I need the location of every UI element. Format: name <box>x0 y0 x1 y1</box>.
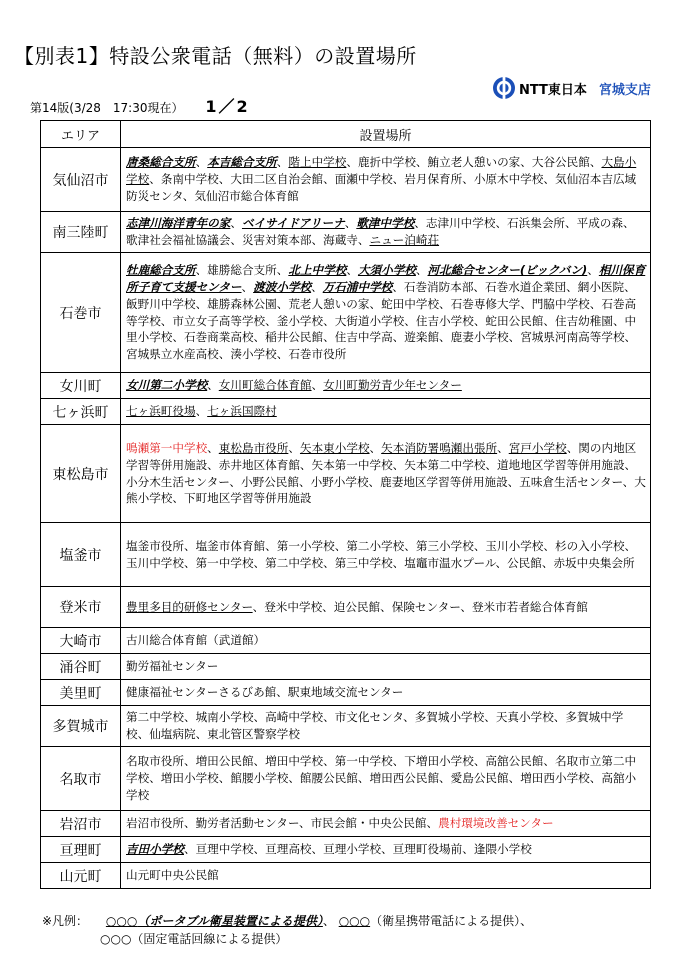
place-text: 豊里多目的研修センター <box>126 599 253 614</box>
page-title: 【別表1】特設公衆電話（無料）の設置場所 <box>14 44 417 68</box>
area-cell: 山元町 <box>41 863 121 889</box>
legend-row-2 <box>42 930 532 948</box>
area-cell: 気仙沼市 <box>41 148 121 212</box>
table-row <box>41 373 651 399</box>
place-text: 古川総合体育館（武道館） <box>126 633 266 648</box>
place-text: 女川第二小学校 <box>126 378 208 393</box>
place-text: 階上中学校 <box>288 155 347 170</box>
branch-name: 宮城支店 <box>598 82 651 98</box>
places-cell <box>121 680 651 706</box>
table-row <box>41 425 651 523</box>
area-cell: 塩釜市 <box>41 523 121 587</box>
place-text: 、亘理中学校、亘理高校、亘理小学校、亘理町役場前、逢隈小学校 <box>183 842 532 857</box>
place-text: 、 <box>344 216 357 231</box>
place-text: 、 <box>276 155 289 170</box>
place-text: 、 <box>230 216 242 231</box>
legend-fixed: （固定電話回線による提供） <box>131 932 288 946</box>
place-text: 万石浦中学校 <box>322 279 393 294</box>
place-text: 河北総合センター(ビックバン) <box>427 263 588 278</box>
place-text: 、 <box>241 279 254 294</box>
place-text: 、 <box>195 155 208 170</box>
area-cell: 南三陸町 <box>41 212 121 253</box>
table-row <box>41 148 651 212</box>
area-cell: 東松島市 <box>41 425 121 523</box>
place-text: 農村環境改善センター <box>438 816 554 831</box>
table-row <box>41 212 651 253</box>
places-cell <box>121 212 651 253</box>
place-text: 健康福祉センターさるびあ館、駅東地域交流センター <box>126 685 404 700</box>
logo-text: NTT東日本 <box>519 82 587 98</box>
place-text: 、 <box>369 440 382 455</box>
place-text: 名取市役所、増田公民館、増田中学校、第一中学校、下増田小学校、高舘公民館、名取市立第二中学校、増田小学校、館腰小学校、館腰公民館、増田西公民館、愛島公民館、増田西小学校、高舘小学校 <box>126 754 637 802</box>
area-cell: 石巻市 <box>41 253 121 373</box>
table-row <box>41 706 651 747</box>
header-area: エリア <box>41 121 121 148</box>
place-text: 矢本消防署鳴瀬出張所 <box>381 440 498 455</box>
place-text: 大島小学校 <box>126 155 637 187</box>
area-cell: 涌谷町 <box>41 654 121 680</box>
places-cell <box>121 425 651 523</box>
places-cell <box>121 837 651 863</box>
area-cell: 亘理町 <box>41 837 121 863</box>
place-text: 、 <box>311 279 323 294</box>
table-row <box>41 628 651 654</box>
area-cell: 岩沼市 <box>41 811 121 837</box>
places-cell <box>121 523 651 587</box>
place-text: 唐桑総合支所 <box>126 155 196 170</box>
legend-portable: （ポータブル衛星装置による提供） <box>137 914 323 928</box>
table-row <box>41 253 651 373</box>
area-cell: 美里町 <box>41 680 121 706</box>
place-text: 、石巻消防本部、石巻水道企業団、網小医院、飯野川中学校、雄勝森林公園、荒老人憩いの家、蛇田中学校、石巻専修大学、門脇中学校、石巻高等学校、市立女子高等学校、釜小学校、大街道小学校、住吉小学校、蛇田公民館、住吉幼稚園、中里小学校、石巻商業高校、稲井公民館、住吉中学高、遊楽館、鹿妻小学校、宮城県河南高等学校、宮城県立水産高校、湊小学校、石巻市役所 <box>126 279 637 362</box>
version-text: 第14版(3/28 17:30現在） <box>30 101 184 115</box>
places-cell <box>121 253 651 373</box>
place-text: 塩釜市役所、塩釜市体育館、第一小学校、第二小学校、第三小学校、玉川小学校、杉の入小学校、玉川中学校、第一中学校、第二中学校、第三中学校、塩竈市温水プール、公民館、赤坂中央集会所 <box>126 538 637 570</box>
places-cell <box>121 811 651 837</box>
places-cell <box>121 148 651 212</box>
place-text: 勤労福祉センター <box>126 659 219 674</box>
place-text: 牡鹿総合支所 <box>126 263 196 278</box>
places-cell <box>121 863 651 889</box>
place-text: ベイサイドアリーナ <box>241 216 345 231</box>
version-line <box>30 94 250 117</box>
table-row <box>41 863 651 889</box>
legend <box>42 912 532 948</box>
place-text: 、 <box>207 378 219 393</box>
table-header-row <box>41 121 651 148</box>
legend-sample-portable: ○○○ <box>105 914 138 928</box>
place-text: 相川保育所子育て支援センター <box>126 263 646 294</box>
place-text: 鳴瀬第一中学校 <box>126 440 208 455</box>
page-number: 1／2 <box>205 97 250 116</box>
place-text: 宮戸小学校 <box>508 440 567 455</box>
legend-sample-satellite: ○○○ <box>338 914 371 928</box>
legend-satellite-tail: 、 <box>520 914 533 928</box>
place-text: 、 <box>587 263 599 278</box>
place-text: 渡波小学校 <box>253 279 312 294</box>
area-cell: 七ヶ浜町 <box>41 399 121 425</box>
places-cell <box>121 399 651 425</box>
table-row <box>41 837 651 863</box>
table-row <box>41 680 651 706</box>
places-cell <box>121 747 651 811</box>
table-row <box>41 523 651 587</box>
place-text: 、 <box>415 263 428 278</box>
legend-prefix: ※凡例： <box>42 914 89 928</box>
place-text: 、 <box>195 404 208 419</box>
legend-row-1 <box>42 912 532 930</box>
ntt-logo <box>492 76 651 100</box>
place-text: 七ヶ浜町役場 <box>126 404 196 419</box>
legend-sep: 、 <box>322 914 335 928</box>
place-text: 、志津川中学校、石浜集会所、平成の森、歌津社会福祉協議会、災害対策本部、海蔵寺、 <box>126 216 635 247</box>
area-cell: 大崎市 <box>41 628 121 654</box>
place-text: 、 <box>207 440 219 455</box>
place-text: 志津川海洋青年の家 <box>126 216 231 231</box>
place-text: 、 <box>346 263 358 278</box>
places-cell <box>121 706 651 747</box>
places-cell <box>121 373 651 399</box>
place-text: 、雄勝総合支所、 <box>195 263 289 278</box>
place-text: 女川町勤労青少年センター <box>323 378 462 393</box>
area-cell: 名取市 <box>41 747 121 811</box>
ntt-logo-icon <box>492 76 516 100</box>
place-text: 歌津中学校 <box>356 216 415 231</box>
place-text: 、鹿折中学校、鮪立老人憩いの家、大谷公民館、 <box>346 155 602 170</box>
place-text: 、条南中学校、大田二区自治会館、面瀬中学校、岩月保育所、小原木中学校、気仙沼本吉広域防災センタ、気仙沼市総合体育館 <box>126 172 637 203</box>
legend-satellite: （衛星携帯電話による提供） <box>370 914 521 928</box>
area-cell: 登米市 <box>41 587 121 628</box>
header-places: 設置場所 <box>121 121 651 148</box>
table-row <box>41 747 651 811</box>
place-text: 、 <box>497 440 509 455</box>
legend-sample-fixed: ○○○ <box>100 932 132 946</box>
place-text: 大須小学校 <box>357 263 416 278</box>
place-text: 岩沼市役所、勤労者活動センター、市民会館・中央公民館、 <box>126 816 439 831</box>
place-text: 、 <box>311 378 324 393</box>
place-text: 矢本東小学校 <box>299 440 370 455</box>
place-text: 七ヶ浜国際村 <box>207 404 277 419</box>
table-row <box>41 654 651 680</box>
places-cell <box>121 587 651 628</box>
places-cell <box>121 628 651 654</box>
area-cell: 女川町 <box>41 373 121 399</box>
area-cell: 多賀城市 <box>41 706 121 747</box>
place-text: 第二中学校、城南小学校、高崎中学校、市文化センタ、多賀城小学校、天真小学校、多賀城中学校、仙塩病院、東北管区警察学校 <box>126 710 624 741</box>
table-row <box>41 811 651 837</box>
places-cell <box>121 654 651 680</box>
place-text: 、登米中学校、迫公民館、保険センター、登米市若者総合体育館 <box>252 599 588 614</box>
place-text: 本吉総合支所 <box>207 155 277 170</box>
place-text: 、関の内地区学習等併用施設、赤井地区体育館、矢本第一中学校、矢本第二中学校、道地地区学習等併用施設、小分木生活センター、小野公民館、小野小学校、鹿妻地区学習等併用施設、五味倉生活センター、大熊小学校、下町地区学習等併用施設 <box>126 440 646 506</box>
place-text: 山元町中央公民館 <box>126 868 219 883</box>
place-text: 吉田小学校 <box>126 842 184 857</box>
table-row <box>41 587 651 628</box>
place-text: 北上中学校 <box>288 263 347 278</box>
place-text: 女川町総合体育館 <box>218 378 312 393</box>
place-text: 東松島市役所 <box>218 440 289 455</box>
place-text: 、 <box>288 440 300 455</box>
place-text: ニュー泊崎荘 <box>369 233 440 247</box>
table-row <box>41 399 651 425</box>
installation-table <box>40 120 651 889</box>
